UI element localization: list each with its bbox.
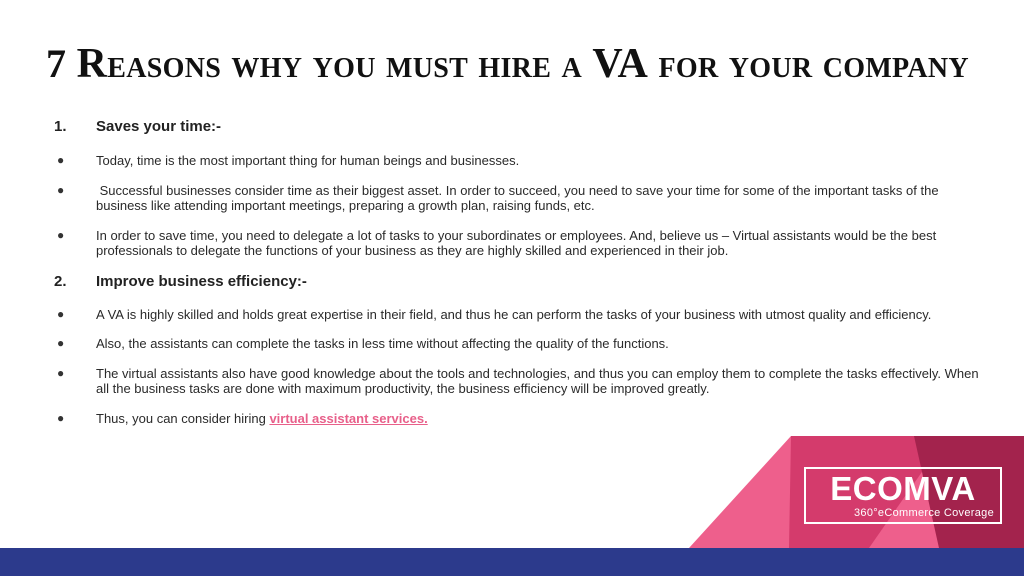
- ecomva-logo: [804, 467, 1002, 524]
- section-number: 1.: [54, 118, 67, 135]
- section-heading-text: Improve business efficiency:-: [96, 272, 307, 290]
- bullet-dot-icon: ●: [57, 182, 65, 197]
- section-heading-2: [54, 273, 984, 293]
- bullet-text: Today, time is the most important thing for human beings and businesses.: [96, 153, 520, 168]
- section-1-bullets: [54, 153, 984, 259]
- logo-wordmark: ECOMVA: [830, 470, 976, 507]
- title-initial: R: [76, 41, 108, 87]
- section-number: 2.: [54, 272, 67, 290]
- logo-tagline: 360°eCommerce Coverage: [853, 507, 994, 519]
- bullet-dot-icon: ●: [57, 336, 65, 350]
- bullet-item: [54, 228, 984, 259]
- title-text-part1: easons why you must hire a: [107, 41, 593, 86]
- bullet-dot-icon: ●: [57, 153, 65, 167]
- bullet-item: [54, 336, 984, 352]
- slide-content: [54, 118, 984, 426]
- footer-band: [0, 548, 1024, 576]
- title-number: 7: [46, 41, 77, 86]
- bullet-dot-icon: ●: [57, 365, 65, 380]
- bullet-text: [96, 411, 984, 427]
- virtual-assistant-services-link[interactable]: virtual assistant services.: [269, 410, 428, 426]
- section-2-bullets: [54, 307, 984, 427]
- bullet-item: [54, 307, 984, 323]
- bullet-dot-icon: ●: [57, 306, 65, 321]
- bullet-dot-icon: ●: [57, 227, 65, 242]
- bullet-text: The virtual assistants also have good knowledge about the tools and technologies, and thus you can employ them to complete the tasks effectively. When all the business tasks are done with maximum productivity, the business efficiency will be improved greatly.: [96, 365, 979, 396]
- section-heading-text: Saves your time:-: [96, 118, 222, 135]
- bullet-text: Successful businesses consider time as their biggest asset. In order to succeed, you need to save your time for some of the important tasks of the business like attending important meetings, preparing a growth plan, raising funds, etc.: [96, 182, 943, 213]
- bullet-text-lead: Thus, you can consider hiring: [96, 410, 270, 426]
- bullet-item: [54, 366, 984, 397]
- section-heading-1: [54, 118, 984, 138]
- bullet-item: [54, 183, 984, 214]
- bullet-dot-icon: ●: [57, 410, 65, 425]
- slide-title: [46, 40, 1006, 88]
- bullet-text: In order to save time, you need to delegate a lot of tasks to your subordinates or employees. And, believe us – Virtual assistants would be the best professionals to delegate the functions of your business as they are highly skilled and experienced in their job.: [96, 227, 937, 258]
- bullet-item: [54, 153, 984, 169]
- bullet-text: Also, the assistants can complete the tasks in less time without affecting the quality of the functions.: [96, 336, 669, 351]
- brand-logo-area: [689, 436, 1024, 548]
- title-va: VA: [592, 41, 649, 87]
- title-text-part2: for your company: [648, 41, 969, 86]
- bullet-item: [54, 411, 984, 427]
- bullet-text: A VA is highly skilled and holds great expertise in their field, and thus he can perform the tasks of your business with utmost quality and efficiency.: [96, 306, 932, 322]
